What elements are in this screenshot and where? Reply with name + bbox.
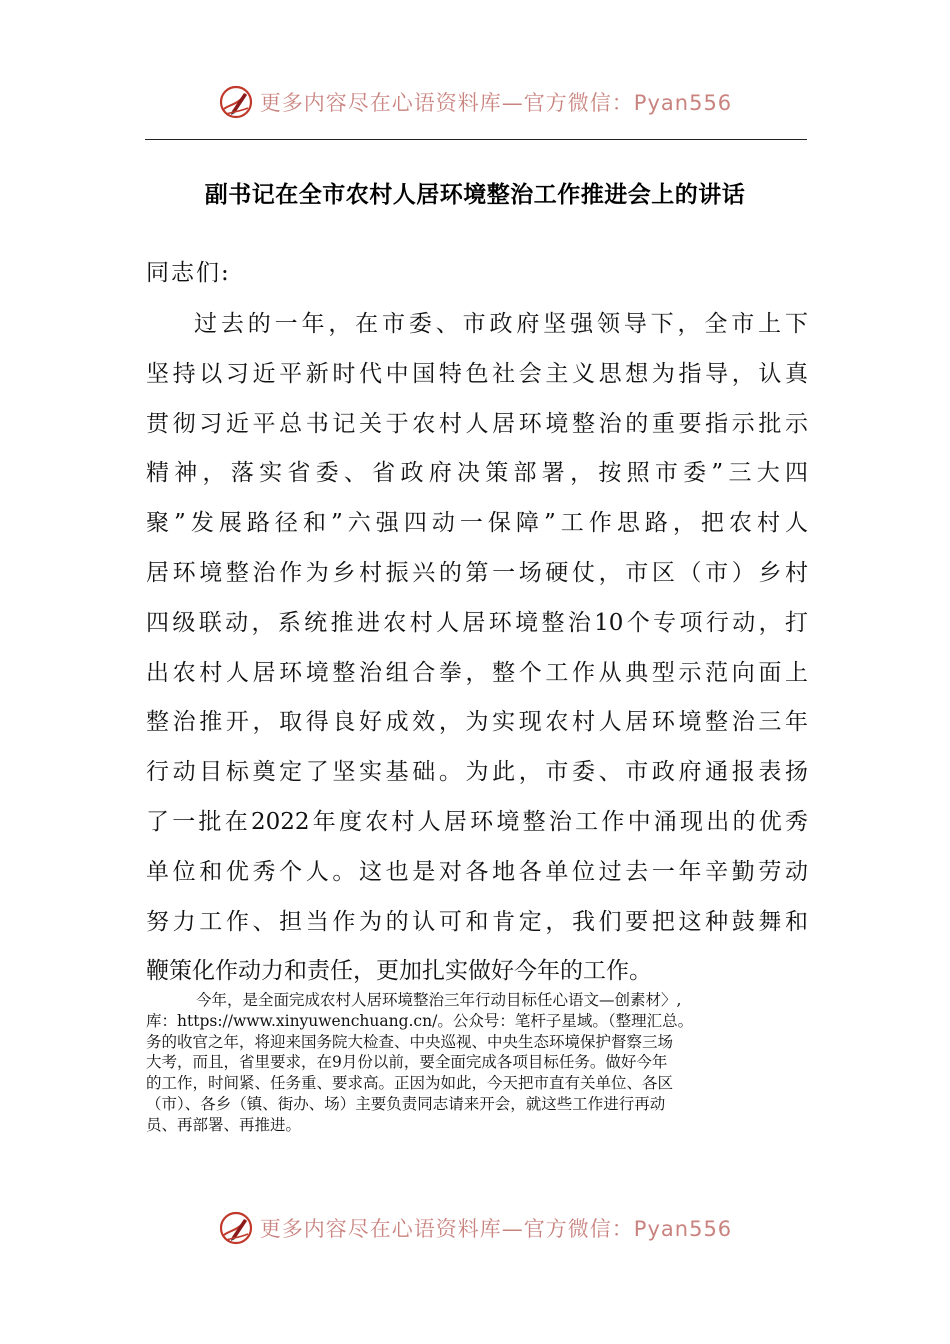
pen-logo-icon [218,1210,254,1246]
header-banner-text: 更多内容尽在心语资料库—官方微信：Pyan556 [259,91,733,115]
footer-banner [0,1206,950,1250]
paragraph-line: 出农村人居环境整治组合拳，整个工作从典型示范向面上 [146,659,808,686]
small-paragraph-line: 的工作，时间紧、任务重、要求高。正因为如此，今天把市直有关单位、各区 [146,1074,674,1093]
paragraph-line: 整治推开，取得良好成效，为实现农村人居环境整治三年 [146,709,808,736]
paragraph-line: 了一批在2022年度农村人居环境整治工作中涌现出的优秀 [146,808,808,835]
paragraph-line: 坚持以习近平新时代中国特色社会主义思想为指导，认真 [146,360,808,387]
paragraph-line: 精神，落实省委、省政府决策部署，按照市委”三大四 [146,460,808,487]
small-paragraph-line: 员、再部署、再推进。 [146,1115,302,1134]
paragraph-line: 单位和优秀个人。这也是对各地各单位过去一年辛勤劳动 [146,858,808,885]
paragraph-line: 鞭策化作动力和责任，更加扎实做好今年的工作。 [146,958,652,985]
small-paragraph-line: 大考，而且，省里要求，在9月份以前，要全面完成各项目标任务。做好今年 [146,1053,668,1072]
salutation: 同志们: [146,260,231,286]
document-title: 副书记在全市农村人居环境整治工作推进会上的讲话 [204,182,746,208]
paragraph-line: 行动目标奠定了坚实基础。为此，市委、市政府通报表扬 [146,759,808,786]
footer-banner-text: 更多内容尽在心语资料库—官方微信：Pyan556 [259,1217,733,1241]
paragraph-line: 努力工作、担当作为的认可和肯定，我们要把这种鼓舞和 [146,908,808,935]
header-divider [145,139,807,140]
header-banner [0,80,950,124]
small-paragraph-line: 务的收官之年，将迎来国务院大检查、中央巡视、中央生态环境保护督察三场 [146,1032,674,1051]
pen-logo-icon [218,84,254,120]
paragraph-line: 过去的一年，在市委、市政府坚强领导下，全市上下 [194,311,808,337]
small-paragraph-line: 库：https://www.xinyuwenchuang.cn/。公众号：笔杆子星域。（整理汇总。 [146,1011,694,1030]
paragraph-line: 聚”发展路径和”六强四动一保障”工作思路，把农村人 [146,510,808,537]
small-paragraph-line: 今年，是全面完成农村人居环境整治三年行动目标任心语文—创素材〉, [196,991,682,1009]
paragraph-line: 居环境整治作为乡村振兴的第一场硬仗，市区（市）乡村 [146,559,808,586]
paragraph-line: 四级联动，系统推进农村人居环境整治10个专项行动，打 [146,609,808,636]
small-paragraph [146,990,808,1136]
paragraph-line: 贯彻习近平总书记关于农村人居环境整治的重要指示批示 [146,410,808,437]
small-paragraph-line: （市）、各乡（镇、街办、场）主要负责同志请来开会，就这些工作进行再动 [146,1094,666,1113]
main-paragraph [146,300,808,997]
